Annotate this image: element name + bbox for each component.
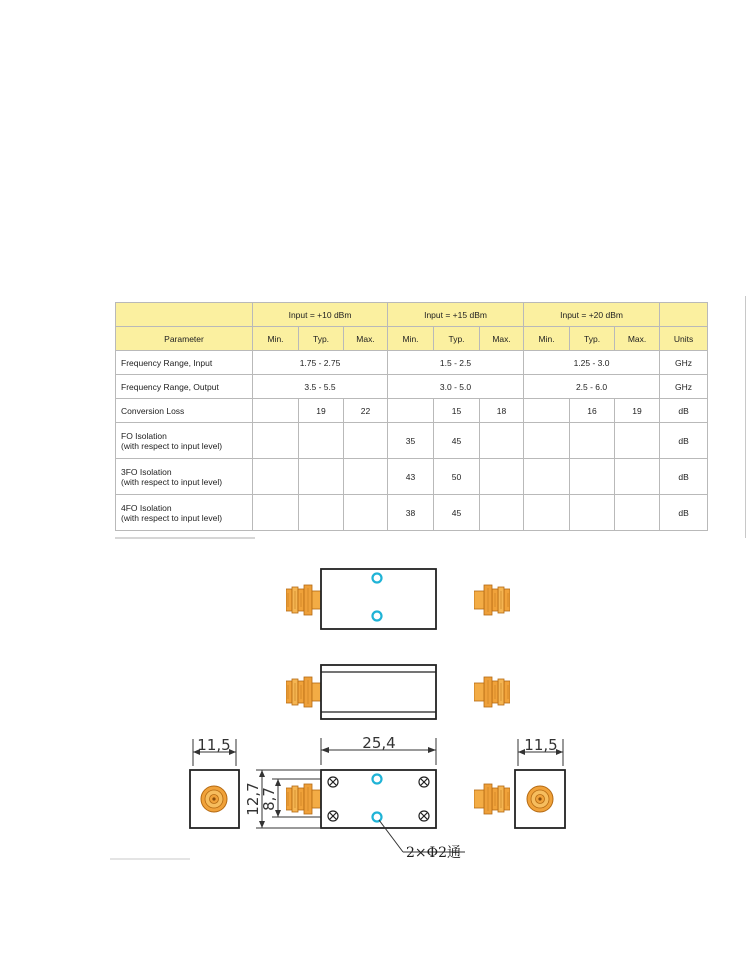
param-title: FO Isolation bbox=[121, 430, 167, 441]
top-view bbox=[286, 569, 510, 629]
group-header-10dbm: Input = +10 dBm bbox=[253, 303, 388, 327]
header-parameter: Parameter bbox=[116, 327, 253, 351]
param-name: Conversion Loss bbox=[116, 399, 253, 423]
header-min: Min. bbox=[253, 327, 299, 351]
param-name: Frequency Range, Input bbox=[116, 351, 253, 375]
left-connector bbox=[286, 677, 322, 707]
right-connector bbox=[474, 784, 510, 814]
group-header-20dbm: Input = +20 dBm bbox=[524, 303, 660, 327]
hole-spacing-dimension: 8,7 bbox=[260, 787, 278, 811]
unit-value: GHz bbox=[660, 351, 708, 375]
right-end-view bbox=[515, 736, 565, 828]
side-view bbox=[286, 665, 510, 719]
range-value: 2.5 - 6.0 bbox=[524, 375, 660, 399]
cell-value: 19 bbox=[299, 399, 344, 423]
cell-value: 45 bbox=[434, 495, 480, 531]
param-name: Frequency Range, Output bbox=[116, 375, 253, 399]
param-note: (with respect to input level) bbox=[121, 512, 223, 523]
cell-value: 43 bbox=[388, 459, 434, 495]
unit-value: dB bbox=[660, 459, 708, 495]
header-typ: Typ. bbox=[570, 327, 615, 351]
right-connector bbox=[474, 585, 510, 615]
param-note: (with respect to input level) bbox=[121, 476, 223, 487]
range-value: 1.5 - 2.5 bbox=[388, 351, 524, 375]
body-height-dimension: 12,7 bbox=[244, 782, 262, 816]
header-min: Min. bbox=[524, 327, 570, 351]
range-value: 1.25 - 3.0 bbox=[524, 351, 660, 375]
unit-value: dB bbox=[660, 423, 708, 459]
cell-value: 16 bbox=[570, 399, 615, 423]
left-connector bbox=[286, 784, 322, 814]
housing-outline bbox=[321, 770, 436, 828]
param-title: 4FO Isolation bbox=[121, 502, 172, 513]
cell-value: 19 bbox=[615, 399, 660, 423]
housing-outline bbox=[321, 665, 436, 719]
cell-value: 45 bbox=[434, 423, 480, 459]
header-max: Max. bbox=[480, 327, 524, 351]
cell-value: 18 bbox=[480, 399, 524, 423]
range-value: 1.75 - 2.75 bbox=[253, 351, 388, 375]
header-min: Min. bbox=[388, 327, 434, 351]
end-width-dimension: 11,5 bbox=[197, 736, 231, 754]
cell-value: 50 bbox=[434, 459, 480, 495]
header-typ: Typ. bbox=[299, 327, 344, 351]
header-units: Units bbox=[660, 327, 708, 351]
unit-value: dB bbox=[660, 495, 708, 531]
dimensioned-bottom-view bbox=[244, 734, 510, 861]
hole-callout: 2×Φ2通 bbox=[406, 845, 462, 861]
left-connector bbox=[286, 585, 322, 615]
param-note: (with respect to input level) bbox=[121, 440, 223, 451]
range-value: 3.0 - 5.0 bbox=[388, 375, 524, 399]
cell-value: 38 bbox=[388, 495, 434, 531]
unit-value: GHz bbox=[660, 375, 708, 399]
cell-value: 15 bbox=[434, 399, 480, 423]
header-max: Max. bbox=[615, 327, 660, 351]
unit-value: dB bbox=[660, 399, 708, 423]
header-typ: Typ. bbox=[434, 327, 480, 351]
range-value: 3.5 - 5.5 bbox=[253, 375, 388, 399]
cell-value: 22 bbox=[344, 399, 388, 423]
right-connector bbox=[474, 677, 510, 707]
left-end-view bbox=[190, 736, 239, 828]
param-title: 3FO Isolation bbox=[121, 466, 172, 477]
group-header-15dbm: Input = +15 dBm bbox=[388, 303, 524, 327]
cell-value: 35 bbox=[388, 423, 434, 459]
body-length-dimension: 25,4 bbox=[362, 734, 396, 752]
end-width-dimension: 11,5 bbox=[524, 736, 558, 754]
header-max: Max. bbox=[344, 327, 388, 351]
